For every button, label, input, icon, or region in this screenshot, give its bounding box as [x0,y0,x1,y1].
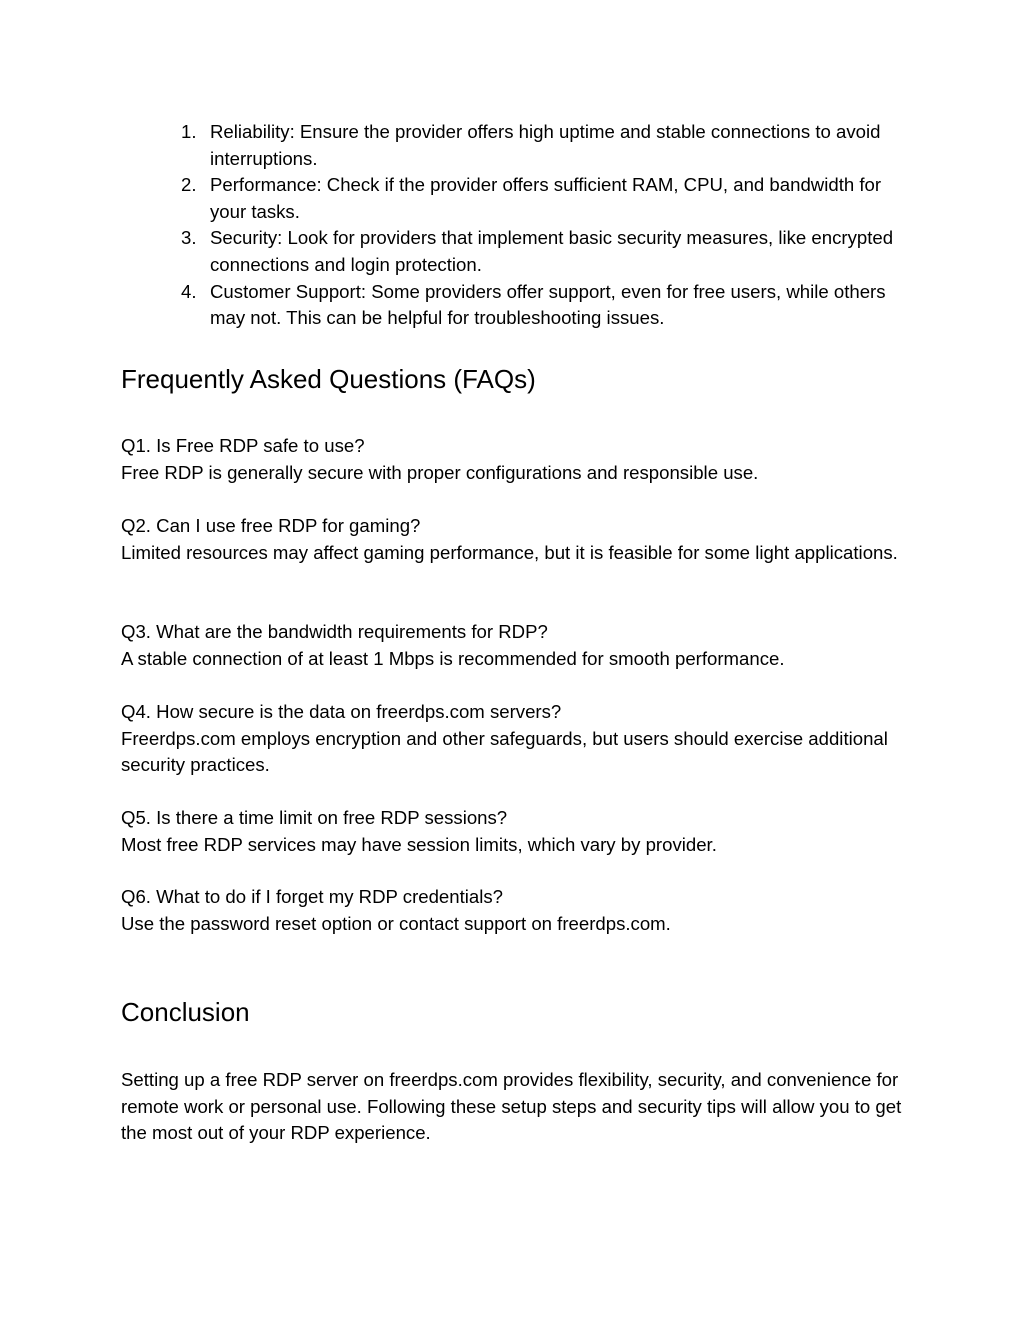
list-item-text: Performance: Check if the provider offers sufficient RAM, CPU, and bandwidth for your tasks. [210,174,882,222]
faq-question: Q4. How secure is the data on freerdps.com servers? [121,701,562,722]
faq-item [121,805,901,858]
faq-item [121,699,901,779]
list-item-number: 2. [181,174,197,196]
faq-question: Q3. What are the bandwidth requirements for RDP? [121,621,548,642]
list-item-text: Customer Support: Some providers offer support, even for free users, while others may not. This can be helpful for troubleshooting issues. [210,280,886,329]
list-item-text: Security: Look for providers that implement basic security measures, like encrypted connections and login protection. [210,227,894,275]
faq-item [121,513,901,566]
list-item [181,172,901,225]
list-item-number: 1. [181,121,197,142]
faq-question: Q5. Is there a time limit on free RDP sessions? [121,807,508,828]
faq-answer: A stable connection of at least 1 Mbps is recommended for smooth performance. [121,647,785,669]
faq-answer: Most free RDP services may have session limits, which vary by provider. [121,833,717,855]
conclusion-heading: Conclusion [121,997,250,1027]
list-item-number: 3. [181,227,197,249]
faq-item [121,619,901,672]
list-item [181,119,901,172]
faq-question: Q1. Is Free RDP safe to use? [121,435,365,456]
faq-question: Q2. Can I use free RDP for gaming? [121,515,421,536]
conclusion-paragraph: Setting up a free RDP server on freerdps.com provides flexibility, security, and convenience for remote work or personal use. Following these setup steps and security tips will allow you to get the most out of your RDP experience. [121,1069,902,1144]
faq-item [121,884,901,937]
list-item [181,225,901,278]
considerations-list [181,119,901,332]
faq-item [121,433,901,486]
faq-heading: Frequently Asked Questions (FAQs) [121,364,536,394]
faq-answer: Freerdps.com employs encryption and other safeguards, but users should exercise additional security practices. [121,727,888,776]
faq-answer: Limited resources may affect gaming performance, but it is feasible for some light applications. [121,541,898,563]
faq-answer: Use the password reset option or contact support on freerdps.com. [121,912,671,934]
faq-answer: Free RDP is generally secure with proper configurations and responsible use. [121,461,759,483]
list-item-number: 4. [181,280,197,302]
list-item [181,279,901,332]
list-item-text: Reliability: Ensure the provider offers high uptime and stable connections to avoid interruptions. [210,121,881,169]
faq-question: Q6. What to do if I forget my RDP credentials? [121,886,504,907]
